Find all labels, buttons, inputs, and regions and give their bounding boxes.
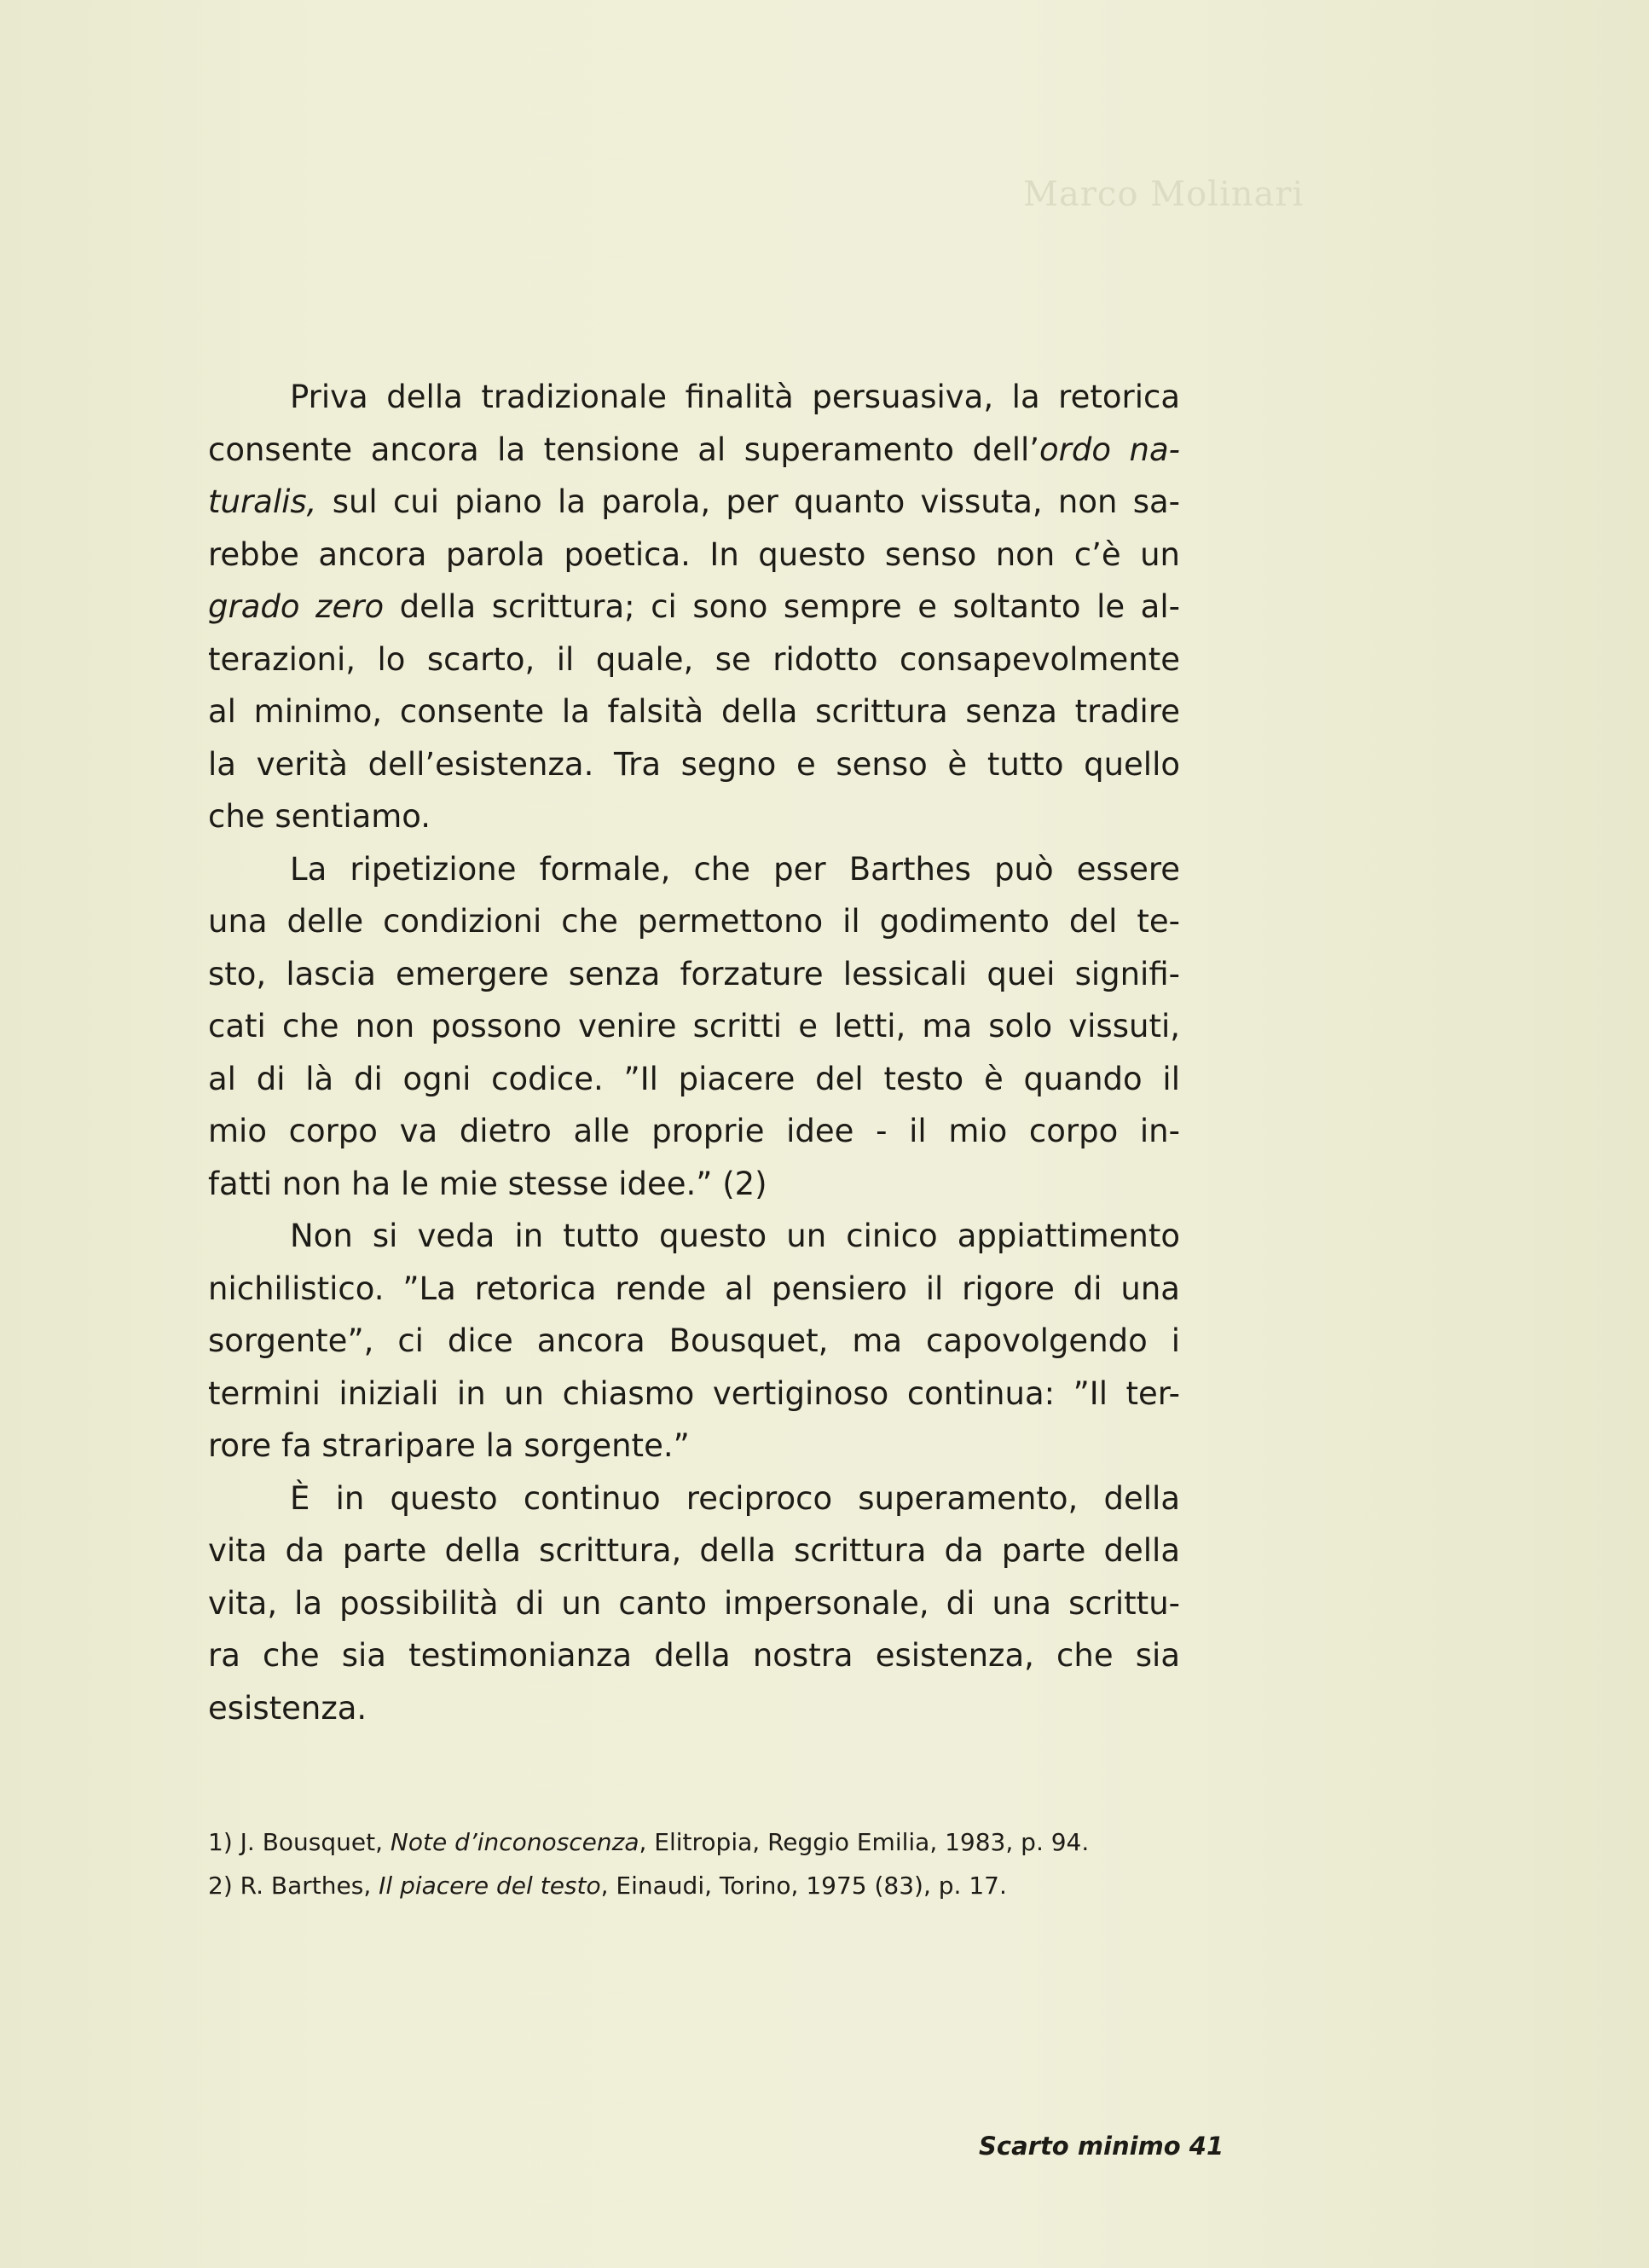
text-line: vita da parte della scrittura, della scrittura da parte della [208, 1532, 1180, 1569]
text-line: ra che sia testimonianza della nostra esistenza, che sia [208, 1637, 1180, 1674]
text-line: vita, la possibilità di un canto impersonale, di una scrittu- [208, 1584, 1180, 1622]
text-line: nichilistico. ”La retorica rende al pensiero il rigore di una [208, 1270, 1180, 1307]
text-line: la verità dell’esistenza. Tra segno e senso è tutto quello [208, 745, 1180, 783]
text-line: al minimo, consente la falsità della scrittura senza tradire [208, 693, 1180, 730]
text-line: termini iniziali in un chiasmo vertiginoso continua: ”Il ter- [208, 1374, 1180, 1412]
text-line: consente ancora la tensione al superamento dell’ordo na- [208, 431, 1180, 468]
text-line: terazioni, lo scarto, il quale, se ridotto consapevolmente [208, 640, 1180, 678]
text-line: La ripetizione formale, che per Barthes può essere [290, 850, 1180, 888]
text-line: rore fa straripare la sorgente.” [208, 1427, 690, 1464]
text-line: Non si veda in tutto questo un cinico appiattimento [290, 1218, 1180, 1254]
text-line: sorgente”, ci dice ancora Bousquet, ma capovolgendo i [208, 1322, 1180, 1359]
text-line: rebbe ancora parola poetica. In questo senso non c’è un [208, 535, 1180, 573]
bleed-through-header: Marco Molinari [1023, 175, 1305, 214]
main-text [208, 371, 1180, 1734]
text-line: che sentiamo. [208, 798, 431, 835]
text-line: Priva della tradizionale finalità persuasiva, la retorica [290, 379, 1180, 415]
text-line: sto, lascia emergere senza forzature lessicali quei signifi- [208, 955, 1180, 992]
text-line: È in questo continuo reciproco superamento, della [290, 1479, 1180, 1517]
text-line: grado zero della scrittura; ci sono sempre e soltanto le al- [208, 588, 1180, 625]
text-line: cati che non possono venire scritti e letti, ma solo vissuti, [208, 1008, 1180, 1044]
text-line: fatti non ha le mie stesse idee.” (2) [208, 1165, 767, 1202]
footnote-1: 1) J. Bousquet, Note d’inconoscenza, Elitropia, Reggio Emilia, 1983, p. 94. [208, 1828, 1090, 1856]
text-line: al di là di ogni codice. ”Il piacere del testo è quando il [208, 1060, 1180, 1097]
page-footer-folio: Scarto minimo 41 [979, 2132, 1224, 2161]
text-line: una delle condizioni che permettono il godimento del te- [208, 903, 1180, 940]
footnotes [208, 1820, 1180, 1907]
text-line: mio corpo va dietro alle proprie idee - il mio corpo in- [208, 1113, 1180, 1149]
text-line: turalis, sul cui piano la parola, per quanto vissuta, non sa- [208, 483, 1180, 520]
footnote-2: 2) R. Barthes, Il piacere del testo, Einaudi, Torino, 1975 (83), p. 17. [208, 1872, 1007, 1900]
text-line: esistenza. [208, 1689, 367, 1727]
